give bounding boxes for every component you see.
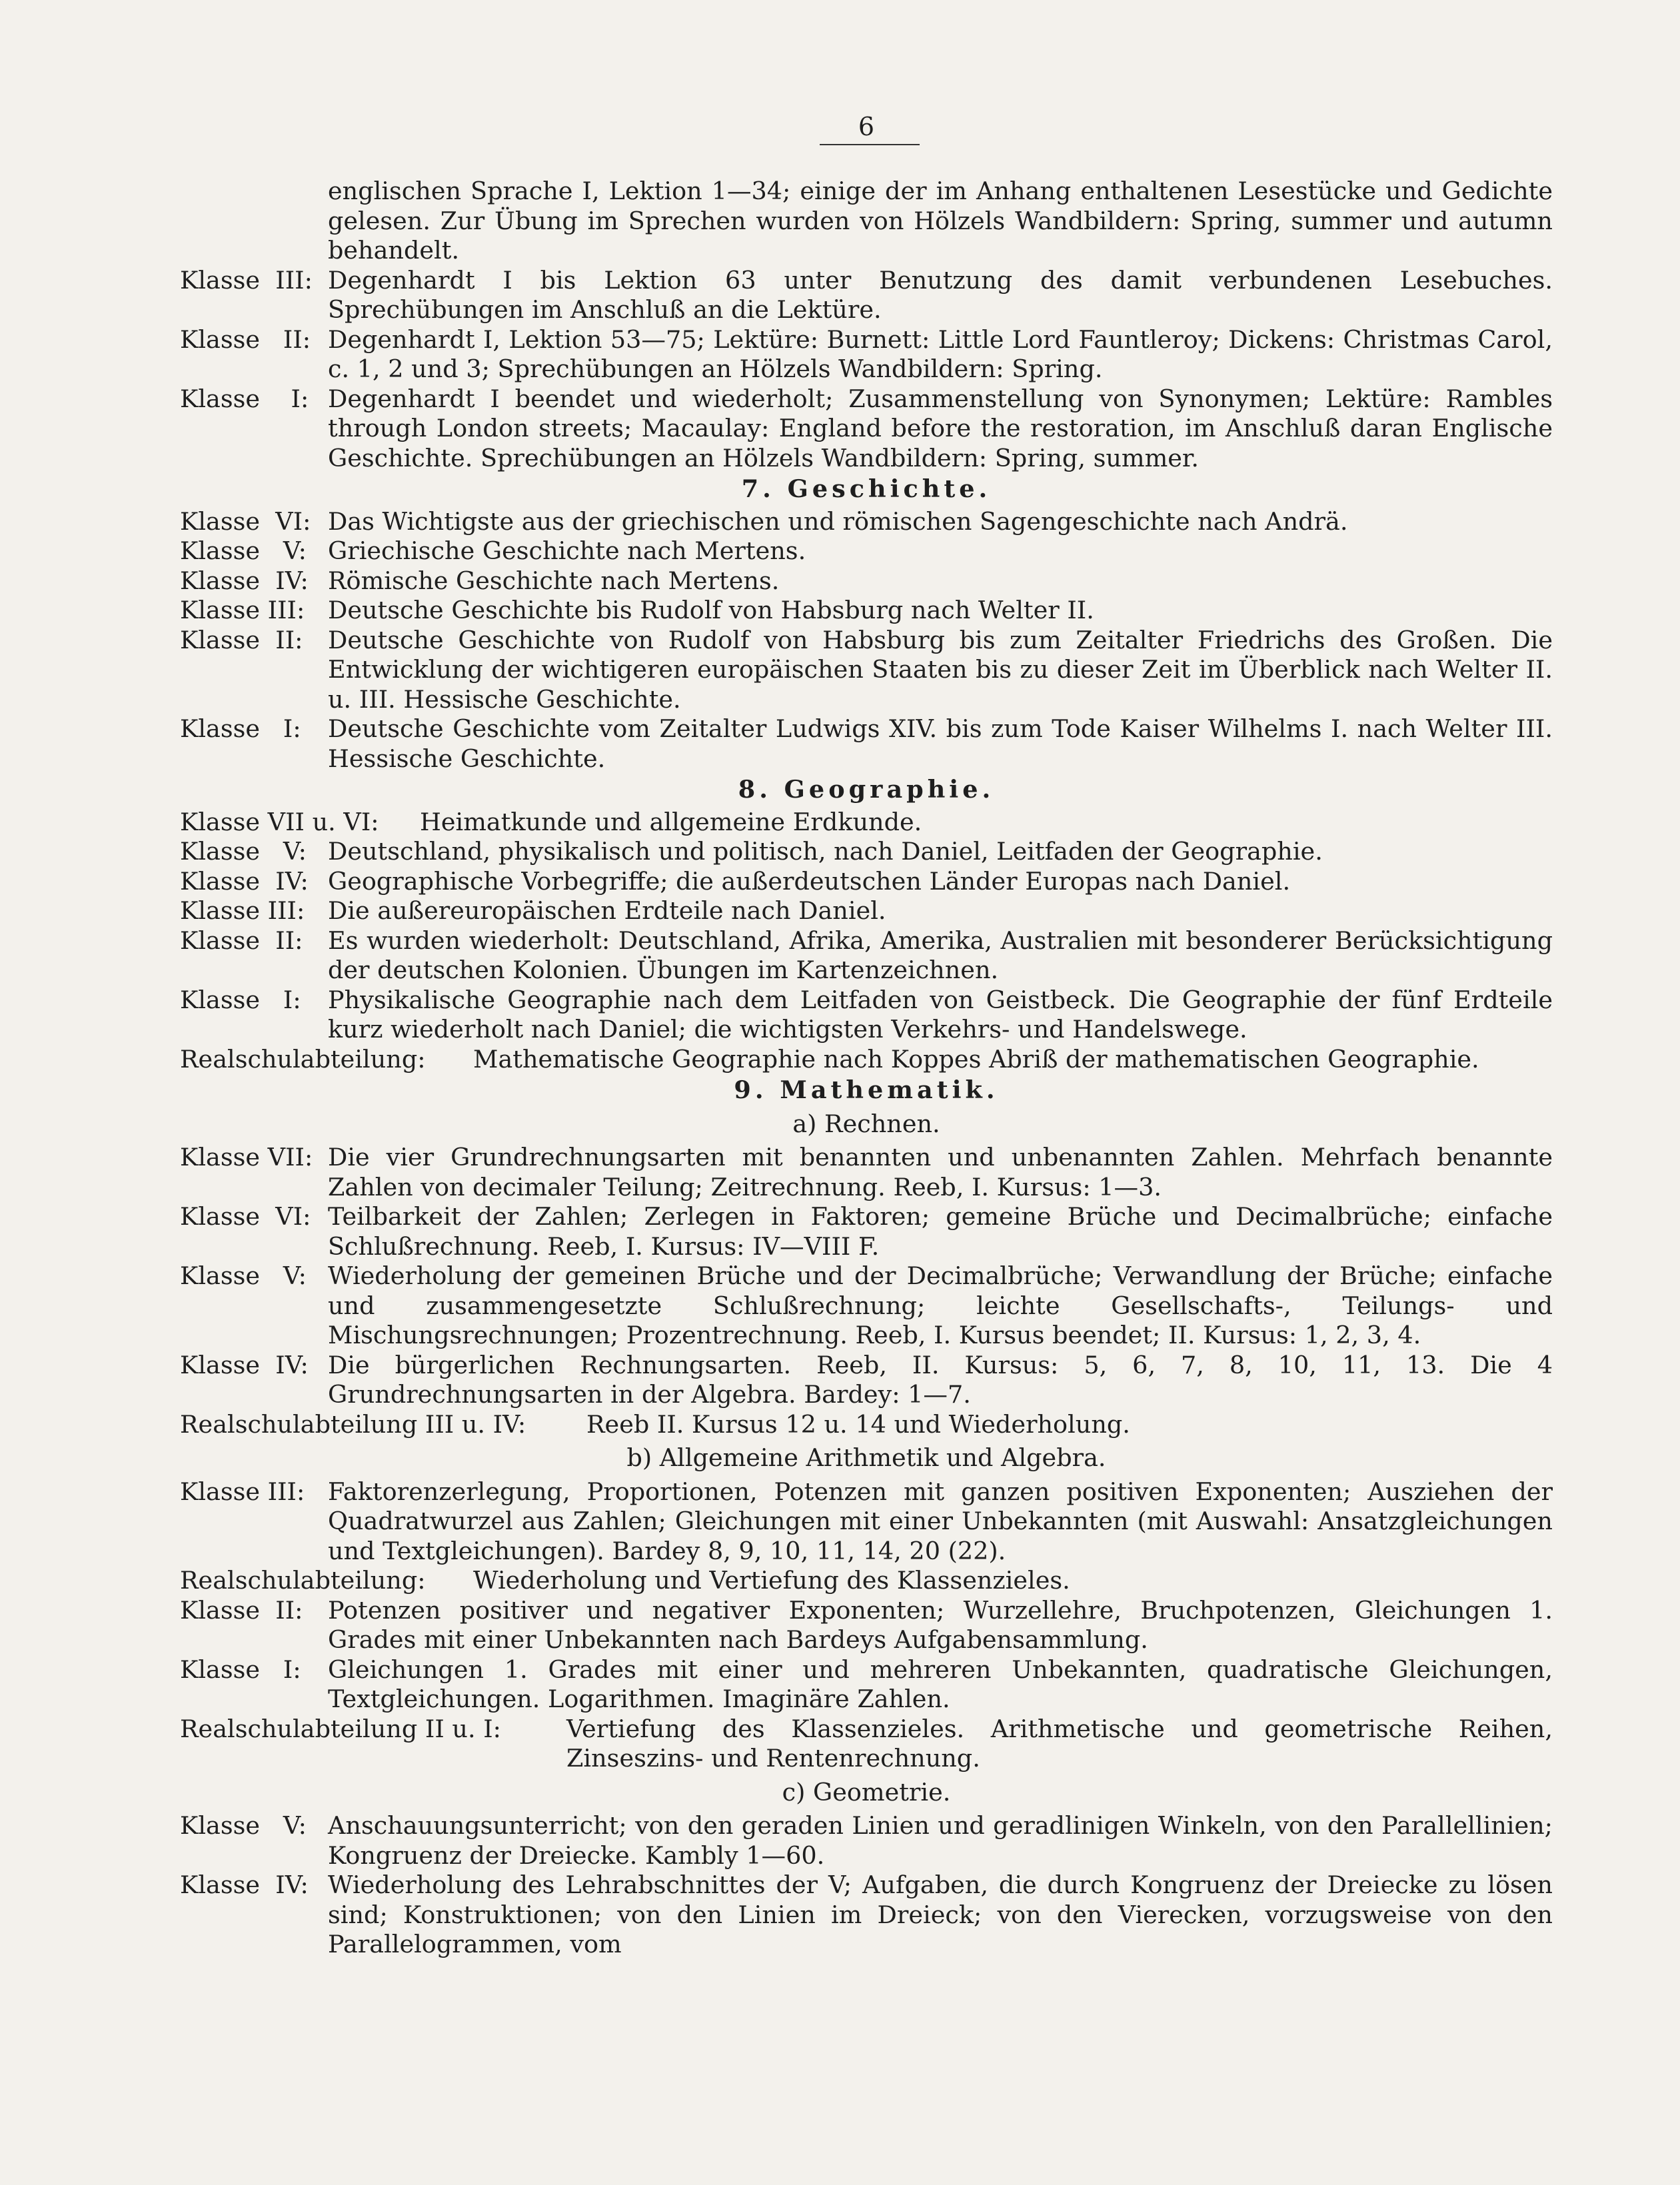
entry-label: Klasse V:: [180, 1261, 307, 1290]
entry-label: Klasse II:: [180, 625, 303, 654]
entry-text: Wiederholung der gemeinen Brüche und der Decimalbrüche; Verwandlung der Brüche; einfache und zusammengesetzte Schlußrechnung; leichte Gesellschafts-, Teilungs- und Mischungsrechnungen; Prozentrechnung. Reeb, I. Kursus beendet; II. Kursus: 1, 2, 3, 4.: [328, 1261, 1553, 1349]
intro-continuation: englischen Sprache I, Lektion 1—34; einige der im Anhang enthaltenen Lesestücke und Gedichte gelesen. Zur Übung im Sprechen wurden von Hölzels Wandbildern: Spring, summer und autumn behandelt.: [328, 177, 1553, 265]
entry-label: Klasse III:: [180, 596, 305, 624]
entry-text: Mathematische Geographie nach Koppes Abriß der mathematischen Geographie.: [473, 1044, 1479, 1074]
entry-text: Griechische Geschichte nach Mertens.: [328, 536, 806, 565]
entry-label: Realschulabteilung III u. IV:: [180, 1409, 526, 1439]
entry-text: Vertiefung des Klassenzieles. Arithmetische und geometrische Reihen, Zinseszins- und Rentenrechnung.: [566, 1714, 1553, 1773]
entry-text: Degenhardt I, Lektion 53—75; Lektüre: Burnett: Little Lord Fauntleroy; Dickens: Christmas Carol, c. 1, 2 und 3; Sprechübungen an Hölzels Wandbildern: Spring.: [328, 325, 1553, 383]
entry-label: Klasse VI:: [180, 506, 311, 536]
english-entry-klasse-iii: [180, 266, 1553, 325]
subsection-title-geometrie: c) Geometrie.: [782, 1777, 951, 1807]
entry-text: Physikalische Geographie nach dem Leitfaden von Geistbeck. Die Geographie der fünf Erdteile kurz wiederholt nach Daniel; die wichtigsten Verkehrs- und Handelswege.: [328, 985, 1553, 1044]
entry-text: Deutsche Geschichte von Rudolf von Habsburg bis zum Zeitalter Friedrichs des Großen. Die Entwicklung der wichtigeren europäischen Staaten bis zu dieser Zeit im Überblick nach Welter II. u. III. Hessische Geschichte.: [328, 625, 1553, 714]
rechnen-entry-v: [180, 1261, 1553, 1351]
geometrie-entry-v: [180, 1811, 1553, 1870]
entry-label: Klasse VI:: [180, 1202, 311, 1231]
entry-text: Degenhardt I bis Lektion 63 unter Benutzung des damit verbundenen Lesebuches. Sprechübungen im Anschluß an die Lektüre.: [328, 265, 1553, 324]
page-content: [180, 177, 1553, 1960]
section-title-mathematik: 9. Mathematik.: [734, 1076, 999, 1104]
entry-text: Heimatkunde und allgemeine Erdkunde.: [420, 807, 922, 836]
algebra-entry-iii: [180, 1477, 1553, 1567]
entry-label: Klasse V:: [180, 1811, 307, 1840]
geschichte-entry-v: [180, 536, 1553, 566]
geographie-entry-ii: [180, 926, 1553, 986]
geschichte-entries: [180, 507, 1553, 774]
geschichte-entry-ii: [180, 626, 1553, 715]
geschichte-entry-iii: [180, 596, 1553, 626]
geschichte-entry-i: [180, 714, 1553, 774]
geschichte-entry-iv: [180, 566, 1553, 596]
entry-text: Deutschland, physikalisch und politisch, nach Daniel, Leitfaden der Geographie.: [328, 837, 1323, 866]
algebra-entry-realschule-ii-i: [180, 1715, 1553, 1774]
entry-text: Deutsche Geschichte vom Zeitalter Ludwigs XIV. bis zum Tode Kaiser Wilhelms I. nach Welter III. Hessische Geschichte.: [328, 714, 1553, 773]
geographie-entries: [180, 808, 1553, 1075]
entry-label: Klasse II:: [180, 325, 311, 354]
section-title-geschichte: 7. Geschichte.: [741, 474, 992, 503]
entry-label: Klasse I:: [180, 384, 309, 413]
subsection-title-rechnen: a) Rechnen.: [792, 1109, 940, 1138]
entry-text: Reeb II. Kursus 12 u. 14 und Wiederholung.: [586, 1409, 1130, 1439]
entry-label: Klasse III:: [180, 265, 313, 295]
algebra-entries: [180, 1477, 1553, 1774]
entry-label: Klasse I:: [180, 1655, 301, 1684]
entry-label: Klasse VII u. VI:: [180, 807, 379, 836]
entry-text: Die vier Grundrechnungsarten mit benannten und unbenannten Zahlen. Mehrfach benannte Zahlen von decimaler Teilung; Zeitrechnung. Reeb, I. Kursus: 1—3.: [328, 1143, 1553, 1201]
entry-label: Klasse I:: [180, 985, 301, 1014]
entry-label: Klasse V:: [180, 536, 307, 565]
geographie-entry-v: [180, 837, 1553, 867]
entry-label: Klasse III:: [180, 896, 305, 925]
entry-text: Die bürgerlichen Rechnungsarten. Reeb, II. Kursus: 5, 6, 7, 8, 10, 11, 13. Die 4 Grundrechnungsarten in der Algebra. Bardey: 1—7.: [328, 1350, 1553, 1409]
page-number: 6: [858, 112, 875, 141]
entry-text: Wiederholung und Vertiefung des Klassenzieles.: [473, 1566, 1070, 1595]
entry-label: Klasse I:: [180, 714, 301, 743]
entry-label: Klasse II:: [180, 926, 303, 955]
algebra-entry-i: [180, 1655, 1553, 1715]
page-number-rule: [820, 144, 920, 145]
entry-text: Es wurden wiederholt: Deutschland, Afrika, Amerika, Australien mit besonderer Berücksichtigung der deutschen Kolonien. Übungen im Kartenzeichnen.: [328, 926, 1553, 984]
english-entries: [180, 266, 1553, 474]
entry-text: Gleichungen 1. Grades mit einer und mehreren Unbekannten, quadratische Gleichungen, Textgleichungen. Logarithmen. Imaginäre Zahlen.: [328, 1655, 1553, 1713]
entry-label: Klasse IV:: [180, 1350, 309, 1379]
geschichte-entry-vi: [180, 507, 1553, 537]
entry-text: Wiederholung des Lehrabschnittes der V; Aufgaben, die durch Kongruenz der Dreiecke zu lösen sind; Konstruktionen; von den Linien im Dreieck; von den Vierecken, vorzugsweise von den Parallelogrammen, vom: [328, 1870, 1553, 1958]
entry-label: Klasse IV:: [180, 866, 309, 896]
geographie-entry-iv: [180, 867, 1553, 897]
rechnen-entry-vii: [180, 1143, 1553, 1202]
entry-text: Das Wichtigste aus der griechischen und römischen Sagengeschichte nach Andrä.: [328, 506, 1348, 536]
entry-label: Realschulabteilung:: [180, 1566, 426, 1595]
algebra-entry-realschule: [180, 1566, 1553, 1596]
entry-text: Geographische Vorbegriffe; die außerdeutschen Länder Europas nach Daniel.: [328, 866, 1291, 896]
rechnen-entry-vi: [180, 1202, 1553, 1261]
geometrie-entry-iv: [180, 1870, 1553, 1960]
rechnen-entries: [180, 1143, 1553, 1439]
entry-text: Degenhardt I beendet und wiederholt; Zusammenstellung von Synonymen; Lektüre: Rambles through London streets; Macaulay: England before the restoration, im Anschluß daran Englische Geschichte. Sprechübungen an Hölzels Wandbildern: Spring, summer.: [328, 384, 1553, 472]
entry-label: Klasse III:: [180, 1477, 305, 1506]
english-entry-klasse-i: [180, 384, 1553, 474]
geographie-entry-i: [180, 986, 1553, 1045]
english-entry-klasse-ii: [180, 325, 1553, 384]
entry-label: Klasse VII:: [180, 1143, 313, 1171]
entry-text: Die außereuropäischen Erdteile nach Daniel.: [328, 896, 886, 925]
rechnen-entry-realschule: [180, 1410, 1553, 1440]
entry-label: Klasse II:: [180, 1595, 303, 1625]
geometrie-entries: [180, 1811, 1553, 1960]
entry-text: Faktorenzerlegung, Proportionen, Potenzen mit ganzen positiven Exponenten; Ausziehen der Quadratwurzel aus Zahlen; Gleichungen mit einer Unbekannten (mit Auswahl: Ansatzgleichungen und Textgleichungen). Bardey 8, 9, 10, 11, 14, 20 (22).: [328, 1477, 1553, 1565]
geographie-entry-iii: [180, 896, 1553, 926]
entry-text: Potenzen positiver und negativer Exponenten; Wurzellehre, Bruchpotenzen, Gleichungen 1. Grades mit einer Unbekannten nach Bardeys Aufgabensammlung.: [328, 1595, 1553, 1654]
rechnen-entry-iv: [180, 1351, 1553, 1410]
entry-text: Anschauungsunterricht; von den geraden Linien und geradlinigen Winkeln, von den Parallellinien; Kongruenz der Dreiecke. Kambly 1—60.: [328, 1811, 1553, 1870]
entry-label: Klasse IV:: [180, 1870, 309, 1899]
section-title-geographie: 8. Geographie.: [738, 775, 995, 804]
algebra-entry-ii: [180, 1596, 1553, 1655]
entry-label: Realschulabteilung II u. I:: [180, 1714, 501, 1743]
entry-text: Teilbarkeit der Zahlen; Zerlegen in Faktoren; gemeine Brüche und Decimalbrüche; einfache Schlußrechnung. Reeb, I. Kursus: IV—VIII F.: [328, 1202, 1553, 1261]
subsection-title-algebra: b) Allgemeine Arithmetik und Algebra.: [626, 1443, 1106, 1472]
geographie-entry-realschule: [180, 1045, 1553, 1075]
geographie-entry-vii-vi: [180, 808, 1553, 838]
entry-label: Klasse IV:: [180, 566, 309, 595]
entry-label: Realschulabteilung:: [180, 1044, 426, 1074]
entry-label: Klasse V:: [180, 837, 307, 866]
entry-text: Römische Geschichte nach Mertens.: [328, 566, 780, 595]
entry-text: Deutsche Geschichte bis Rudolf von Habsburg nach Welter II.: [328, 596, 1094, 624]
